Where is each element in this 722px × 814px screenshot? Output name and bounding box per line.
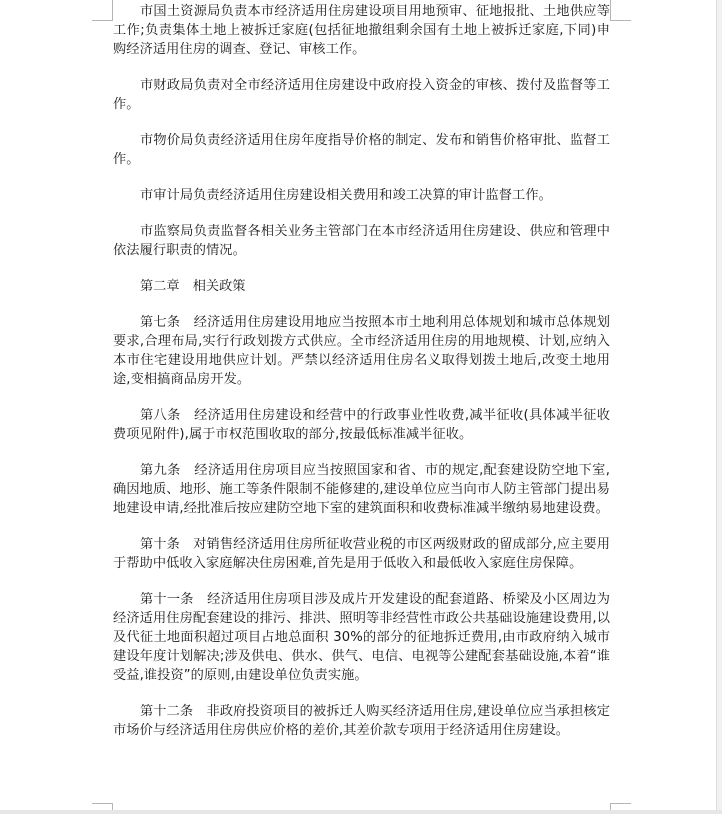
paragraph-supervision: 市监察局负责监督各相关业务主管部门在本市经济适用住房建设、供应和管理中依法履行职责的情况。	[113, 224, 610, 258]
paragraph-finance: 市财政局负责对全市经济适用住房建设中政府投入资金的审核、拨付及监督等工作。	[113, 78, 610, 112]
article-11: 第十一条 经济适用住房项目涉及成片开发建设的配套道路、桥梁及小区周边为经济适用住房配套建设的排污、排洪、照明等非经营性市政公共基础设施建设费用,以及代征土地面积超过项目占地总面积 30%的部分的征地拆迁费用,由市政府纳入城市建设年度计划解决;涉及供电、供水、供气、电信、电视等公建配套基础设施,本着“谁受益,谁投资”的原则,由建设单位负责实施。	[113, 592, 610, 683]
document-body[interactable]	[113, 2, 610, 757]
crop-mark-top-left	[92, 0, 113, 21]
paragraph-land-resources: 市国土资源局负责本市经济适用住房建设项目用地预审、征地报批、土地供应等工作;负责集体土地上被拆迁家庭(包括征地撤组剩余国有土地上被拆迁家庭,下同)申购经济适用住房的调查、登记、审核工作。	[113, 4, 610, 57]
paragraph-audit: 市审计局负责经济适用住房建设相关费用和竣工决算的审计监督工作。	[140, 188, 552, 203]
article-7: 第七条 经济适用住房建设用地应当按照本市土地利用总体规划和城市总体规划要求,合理布局,实行行政划拨方式供应。全市经济适用住房的用地规模、计划,应纳入本市住宅建设用地供应计划。严禁以经济适用住房名义取得划拨土地后,改变土地用途,变相搞商品房开发。	[113, 315, 610, 387]
article-8: 第八条 经济适用住房建设和经营中的行政事业性收费,减半征收(具体减半征收费项见附件),属于市权范围收取的部分,按最低标准减半征收。	[113, 408, 610, 442]
page-gap	[0, 810, 722, 814]
article-10: 第十条 对销售经济适用住房所征收营业税的市区两级财政的留成部分,应主要用于帮助中低收入家庭解决住房困难,首先是用于低收入和最低收入家庭住房保障。	[113, 537, 610, 571]
article-12: 第十二条 非政府投资项目的被拆迁人购买经济适用住房,建设单位应当承担核定市场价与经济适用住房供应价格的差价,其差价款专项用于经济适用住房建设。	[113, 704, 610, 738]
chapter-heading: 第二章 相关政策	[140, 279, 246, 294]
crop-mark-top-right	[610, 0, 631, 21]
article-9: 第九条 经济适用住房项目应当按照国家和省、市的规定,配套建设防空地下室,确因地质、地形、施工等条件限制不能修建的,建设单位应当向市人防主管部门提出易地建设申请,经批准后按应建防空地下室的建筑面积和收费标准减半缴纳易地建设费。	[113, 463, 610, 516]
window-right-edge	[716, 0, 722, 814]
paragraph-pricing: 市物价局负责经济适用住房年度指导价格的制定、发布和销售价格审批、监督工作。	[113, 133, 610, 167]
